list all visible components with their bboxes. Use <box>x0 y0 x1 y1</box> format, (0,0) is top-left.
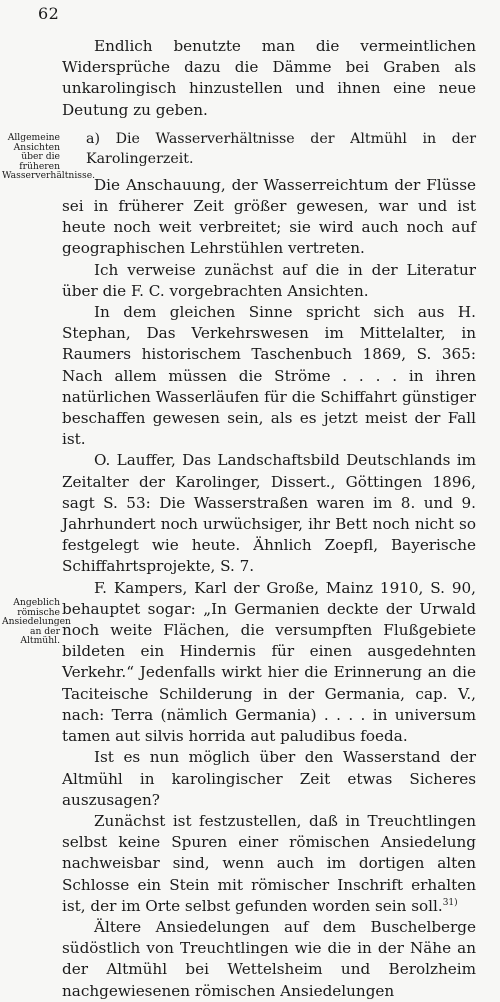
paragraph-4: In dem gleichen Sinne spricht sich aus H. Stephan, Das Verkehrswesen im Mittelalter, in Raumers historischem Taschenbuch 1869, S. 365: Nach allem müssen die Ströme . . . . in ihren natürlichen Wasserläufen für die Schiffahrt günstiger beschaffen gewesen sein, als es jetzt meist der Fall ist. <box>62 303 476 449</box>
paragraph-8-text: Zunächst ist festzustellen, daß in Treuchtlingen selbst keine Spuren einer römischen Ansiedelung nachweisbar sind, wenn auch im dortigen alten Schlosse ein Stein mit römischer Inschrift erhalten ist, der im Orte selbst gefunden worden sein soll. <box>62 811 476 915</box>
margin-note-1: Allgemeine Ansichten über die früheren Wasserverhältnisse. <box>2 132 96 182</box>
paragraph-3: Ich verweise zunächst auf die in der Literatur über die F. C. vorgebrachten Ansichten. <box>62 260 476 300</box>
paragraph-2: Die Anschauung, der Wasserreichtum der Flüsse sei in früherer Zeit größer gewesen, war und ist heute noch weit verbreitet; sie wird auch noch auf geographischen Lehrstühlen vertreten. <box>62 175 476 258</box>
page-number: 62 <box>38 4 60 23</box>
margin-note-2: Angeblich römische Ansiedelungen an der Altmühl. <box>2 597 71 647</box>
paragraph-5: O. Lauffer, Das Landschaftsbild Deutschlands im Zeitalter der Karolinger, Dissert., Göttingen 1896, sagt S. 53: Die Wasserstraßen waren im 8. und 9. Jahrhundert noch urwüchsiger, ihr Bett noch nicht so festgelegt wie heute. Ähnlich Zoepfl, Bayerische Schiffahrtsprojekte, S. 7. <box>62 451 476 576</box>
paragraph-1: Endlich benutzte man die vermeintlichen Widersprüche dazu die Dämme bei Graben als unkarolingisch hinzustellen und ihnen eine neue Deutung zu geben. <box>62 37 476 119</box>
footnote-ref: 31) <box>442 897 458 908</box>
section-heading: a) Die Wasserverhältnisse der Altmühl in der Karolingerzeit. <box>86 130 476 167</box>
paragraph-8 <box>62 811 476 917</box>
paragraph-9: Ältere Ansiedelungen auf dem Buschelberge südöstlich von Treuchtlingen wie die in der Nähe an der Altmühl bei Wettelsheim und Berolzheim nachgewiesenen römischen Ansiedelungen <box>62 917 476 1000</box>
body-text-top <box>62 36 476 1002</box>
paragraph-7: Ist es nun möglich über den Wasserstand der Altmühl in karolingischer Zeit etwas Sicheres auszusagen? <box>62 748 476 809</box>
paragraph-6: F. Kampers, Karl der Große, Mainz 1910, S. 90, behauptet sogar: „In Germanien deckte der Urwald noch weite Flächen, die versumpften Flußgebiete bildeten ein Hindernis für einen ausgedehnten Verkehr.“ Jedenfalls wirkt hier die Erinnerung an die Taciteische Schilderung in der Germania, cap. V., nach: Terra (nämlich Germania) . . . . in universum tamen aut silvis horrida aut paludibus foeda. <box>62 578 476 746</box>
